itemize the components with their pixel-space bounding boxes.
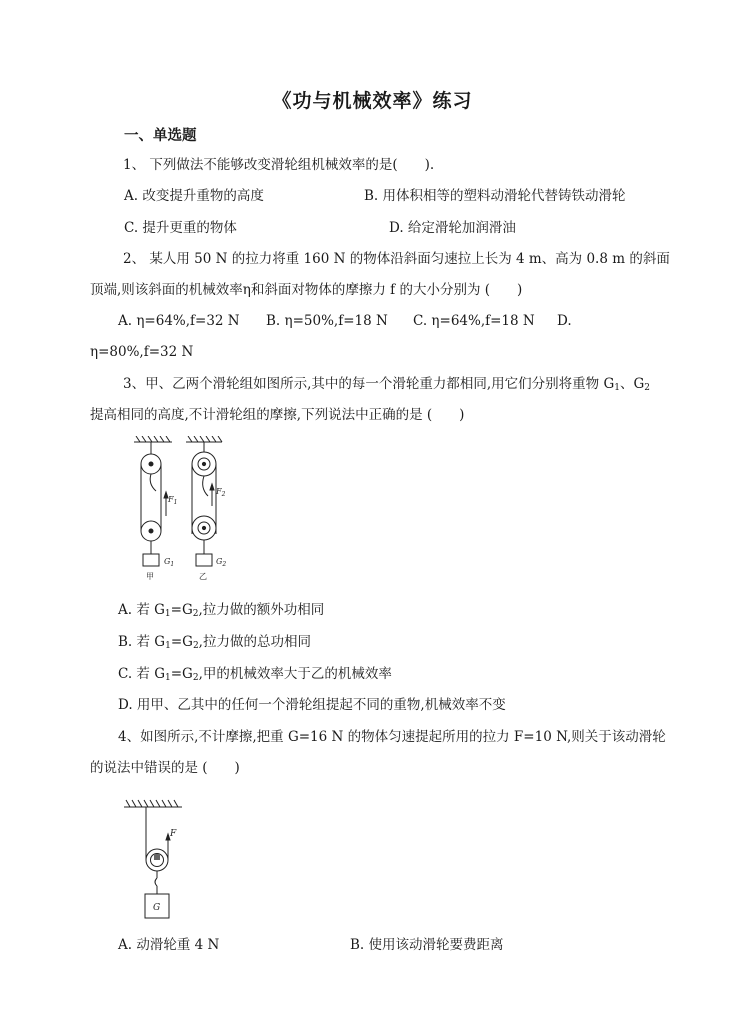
q3-pulley-figure [126,436,246,586]
pulley-system-yi [192,442,216,566]
q3-stem-line1: 3、甲、乙两个滑轮组如图所示,其中的每一个滑轮重力都相同,用它们分别将重物 $G_1$、$G_2$ [123,376,651,393]
ceiling [124,800,182,807]
q3-option-d: D. 用甲、乙其中的任何一个滑轮组提起不同的重物,机械效率不变 [118,697,506,713]
q1-stem: 1、 下列做法不能够改变滑轮组机械效率的是( ). [123,157,435,173]
q4-stem-line1: 4、如图所示,不计摩擦,把重 G=16 N 的物体匀速提起所用的拉力 F=10 N,则关于该动滑轮 [118,729,666,745]
q1-option-b: B. 用体积相等的塑料动滑轮代替铸铁动滑轮 [364,188,626,204]
q2-stem-line1: 2、 某人用 50 N 的拉力将重 160 N 的物体沿斜面匀速拉上长为 4 m、高为 0.8 m 的斜面 [123,251,670,267]
fig-label-jia: 甲 [146,572,154,581]
q2-stem-line2: 顶端,则该斜面的机械效率η和斜面对物体的摩擦力 f 的大小分别为 ( ) [90,282,523,298]
fig-label-g1: $G_1$ [164,557,175,568]
ceiling-right [186,436,222,442]
fig-label-g: G [153,903,161,913]
fig-label-yi: 乙 [199,572,207,581]
q4-option-b: B. 使用该动滑轮要费距离 [350,937,504,953]
q2-option-c: C. η=64%,f=18 N [413,313,535,329]
q3-stem-line2: 提高相同的高度,不计滑轮组的摩擦,下列说法中正确的是 ( ) [90,407,465,423]
ceiling-left [134,436,172,442]
q2-option-a: A. η=64%,f=32 N [118,313,240,329]
q4-stem-line2: 的说法中错误的是 ( ) [90,760,240,776]
q2-option-d-cont: η=80%,f=32 N [90,344,194,360]
q4-pulley-figure [120,798,200,924]
page-title: 《功与机械效率》练习 [272,90,473,112]
fig-label-f1: $F_1$ [168,495,178,506]
q3-option-b: B. 若 $G_1=G_2$,拉力做的总功相同 [118,634,311,651]
section-heading: 一、单选题 [124,127,197,144]
q3-option-c: C. 若 $G_1=G_2$,甲的机械效率大于乙的机械效率 [118,666,392,683]
fig-label-f2: $F_2$ [216,487,226,498]
q1-option-c: C. 提升更重的物体 [124,220,237,236]
q4-option-a: A. 动滑轮重 4 N [118,937,220,953]
q1-option-d: D. 给定滑轮加润滑油 [389,220,516,236]
fig-label-f: F [170,829,177,839]
q2-option-d: D. [557,313,572,329]
q2-option-b: B. η=50%,f=18 N [266,313,388,329]
movable-pulley [145,807,170,918]
q1-option-a: A. 改变提升重物的高度 [124,188,264,204]
pulley-system-jia [141,442,168,566]
q3-option-a: A. 若 $G_1=G_2$,拉力做的额外功相同 [118,602,325,619]
fig-label-g2: $G_2$ [216,557,227,568]
